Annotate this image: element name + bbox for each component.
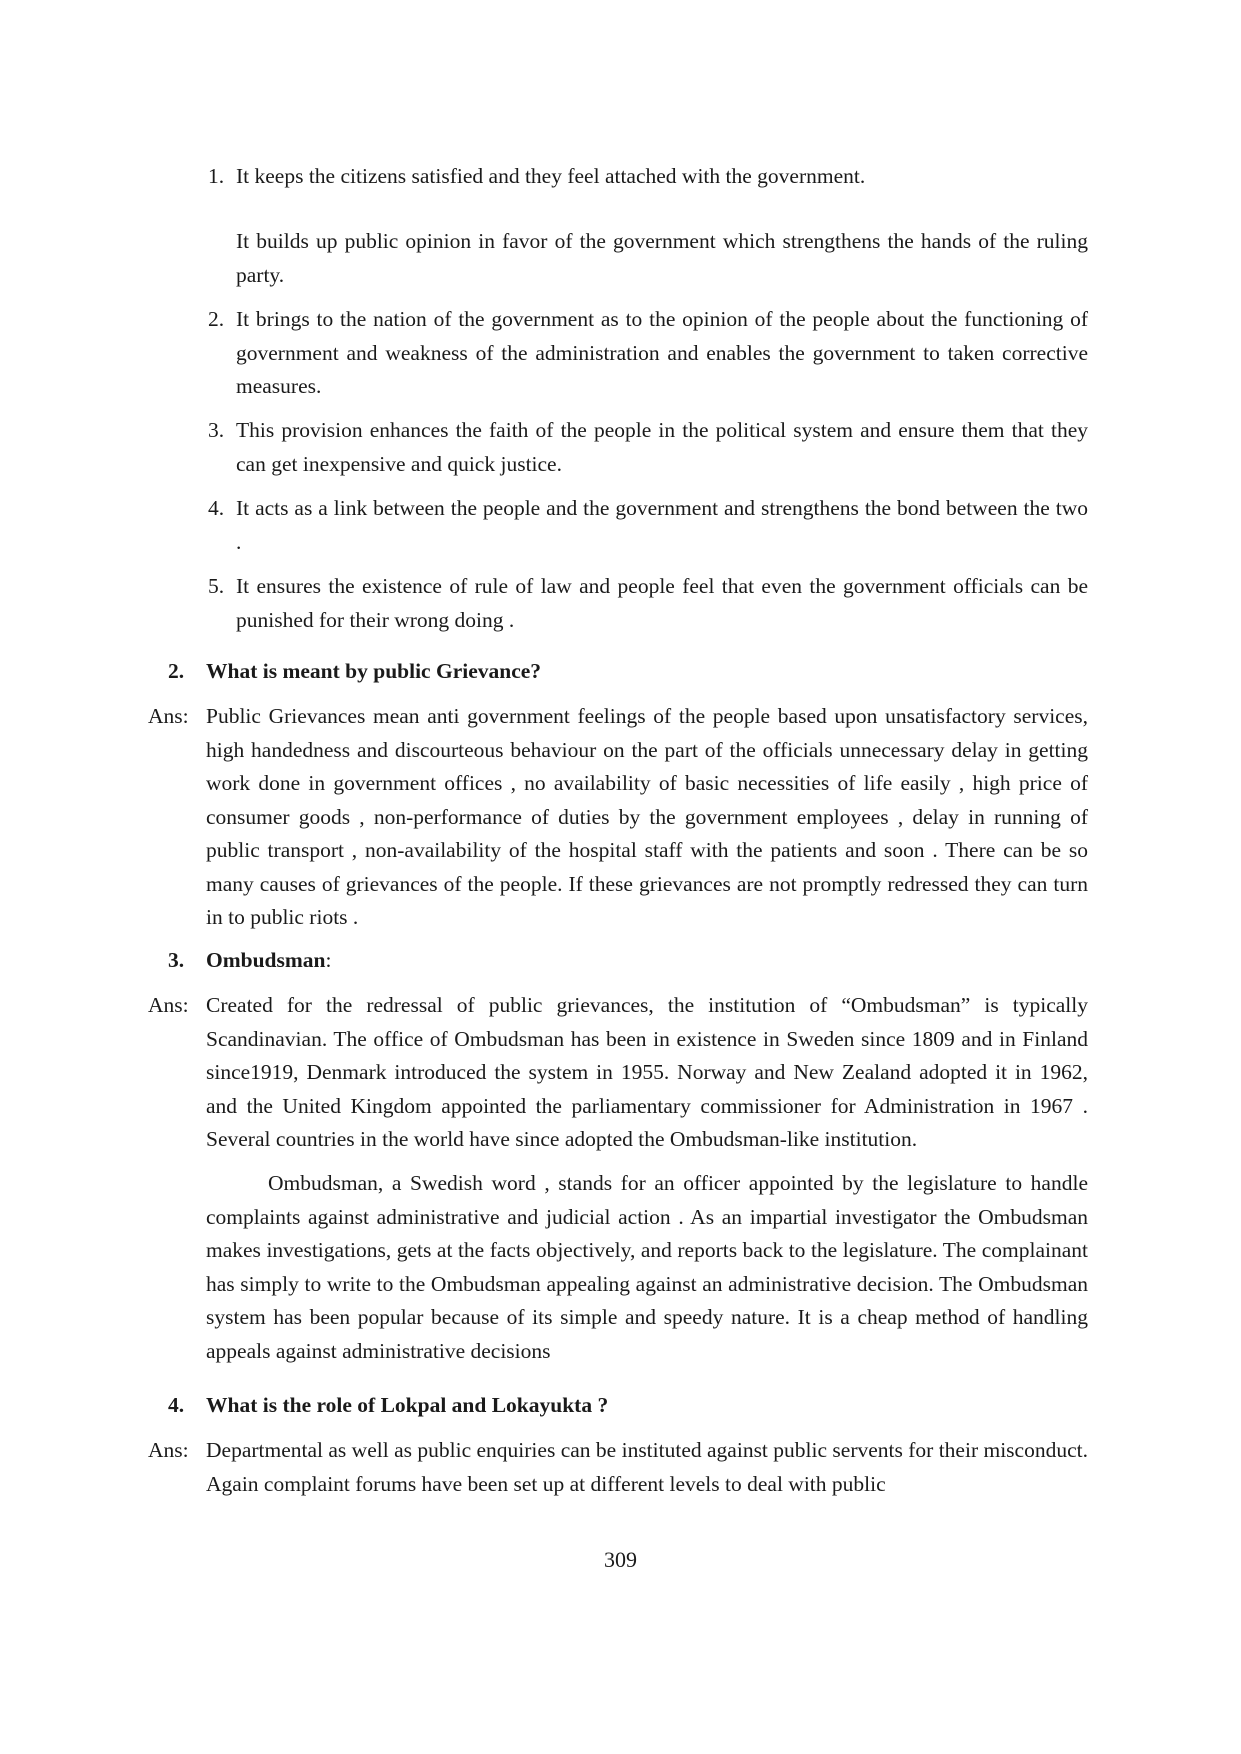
list-item-number: 4. (208, 496, 225, 520)
list-item-number: 1. (208, 164, 225, 188)
list-item-text: It keeps the citizens satisfied and they feel attached with the government. (236, 164, 866, 188)
question-number: 4. (168, 1393, 185, 1417)
answer-text: Ombudsman, a Swedish word , stands for an officer appointed by the legislature to handle complaints against administrative and judicial action . As an impartial investigator the Ombudsman makes investigations, gets at the facts objectively, and reports back to the legislature. The complainant has simply to write to the Ombudsman appealing against an administrative decision. The Ombudsman system has been popular because of its simple and speedy nature. It is a cheap method of handling appeals against administrative decisions (206, 1171, 1088, 1363)
answer-text: Departmental as well as public enquiries can be instituted against public servents for their misconduct. Again complaint forums have been set up at different levels to deal with public (206, 1438, 1088, 1496)
list-item-number: 5. (208, 574, 225, 598)
list-item-number: 2. (208, 307, 225, 331)
question-number: 3. (168, 948, 185, 972)
list-item-text: It acts as a link between the people and the government and strengthens the bond between the two . (236, 496, 1088, 554)
list-item-text: It brings to the nation of the government as to the opinion of the people about the functioning of government and weakness of the administration and enables the government to taken corrective measures. (236, 307, 1088, 398)
page-number: 309 (604, 1547, 637, 1572)
answer-text: Public Grievances mean anti government feelings of the people based upon unsatisfactory services, high handedness and discourteous behaviour on the part of the officials unnecessary delay in getting work done in government offices , no availability of basic necessities of life easily , high price of consumer goods , non-performance of duties by the government employees , delay in running of public transport , non-availability of the hospital staff with the patients and soon . There can be so many causes of grievances of the people. If these grievances are not promptly redressed they can turn in to public riots . (206, 704, 1088, 929)
answer-text: Created for the redressal of public grievances, the institution of “Ombudsman” is typically Scandinavian. The office of Ombudsman has been in existence in Sweden since 1809 and in Finland since1919, Denmark introduced the system in 1955. Norway and New Zealand adopted it in 1962, and the United Kingdom appointed the parliamentary commissioner for Administration in 1967 . Several countries in the world have since adopted the Ombudsman-like institution. (206, 993, 1088, 1151)
answer-label: Ans: (148, 993, 189, 1017)
list-item-number: 3. (208, 418, 225, 442)
list-item-text: It builds up public opinion in favor of the government which strengthens the hands of the ruling party. (236, 229, 1088, 287)
answer-label: Ans: (148, 1438, 189, 1462)
list-item-text: This provision enhances the faith of the people in the political system and ensure them that they can get inexpensive and quick justice. (236, 418, 1088, 476)
question-title: What is meant by public Grievance? (206, 659, 542, 683)
question-title: What is the role of Lokpal and Lokayukta ? (206, 1393, 609, 1417)
question-number: 2. (168, 659, 185, 683)
question-title: Ombudsman: (206, 948, 332, 972)
list-item-text: It ensures the existence of rule of law and people feel that even the government officials can be punished for their wrong doing . (236, 574, 1088, 632)
answer-label: Ans: (148, 704, 189, 728)
